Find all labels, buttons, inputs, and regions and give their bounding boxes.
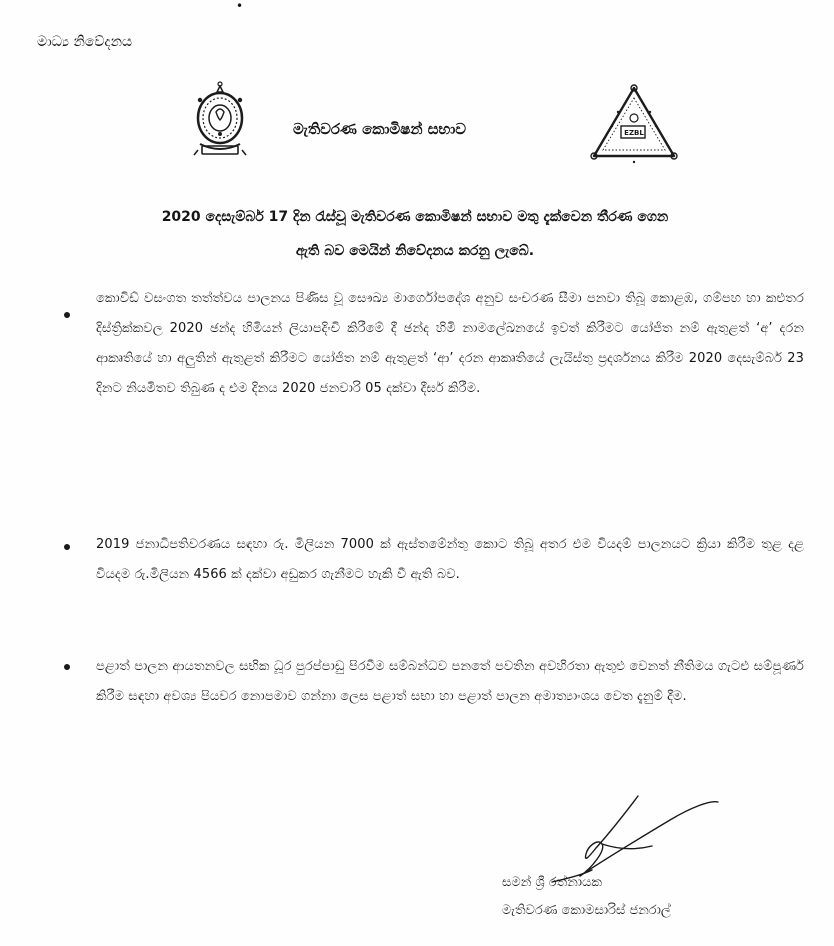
- signer-name: සමන් ශ්‍රී රත්නායක: [502, 875, 602, 890]
- organization-title: මැතිවරණ කොමිෂන් සභාව: [293, 120, 467, 138]
- bullet-icon: [64, 664, 70, 670]
- list-item-text: පළාත් පාලන ආයතනවල සභික ධූර පුරප්පාඩු පිරවීම සම්බන්ධව පනතේ පවතින අවහිරතා ඇතුළු වෙනත් නීතිමය ගැටළු සම්පූර්ණ කිරීම සඳහා අවශ්‍ය පියවර නොපමාව ගන්නා ලෙස පළාත් සභා හා පළාත් පාලන අමාත්‍යාංශය වෙත දැනුම් දීම.: [96, 659, 804, 704]
- decision-heading: [30, 200, 800, 268]
- list-item-text: කොවිඩ් වසංගත තත්ත්වය පාලනය පිණිස වූ සෞඛ්‍ය මාර්ගෝපදේශ අනුව සංචරණ සීමා පනවා තිබූ කොළඹ, ගම්පහ හා කළුතර දිස්ත්‍රික්කවල 2020 ඡන්ද හිමියන් ලියාපදිංචි කිරීමේ දී ඡන්ද හිමි නාමලේඛනයේ ඉවත් කිරීමට යෝජිත නම් ඇතුළත් ‘අ’ දරන ආකෘතියේ හා අලුතින් ඇතුළත් කිරීමට යෝජිත නම් ඇතුළත් ‘ආ’ දරන ආකෘතියේ ලැයිස්තු ප්‍රදර්ශනය කිරීම 2020 දෙසැම්බර් 23 දිනට නියමිතව තිබුණ ද එම දිනය 2020 ජනවාරි 05 දක්වා දීර්ඝ කිරීම.: [96, 291, 804, 396]
- media-release-label: මාධ්‍ය නිවේදනය: [37, 34, 133, 50]
- logo-inner-text: EZBL: [624, 129, 644, 137]
- election-commission-logo-icon: [588, 82, 680, 166]
- bullet-icon: [64, 544, 70, 550]
- heading-line-1: 2020 දෙසැම්බර් 17 දින රැස්වූ මැතිවරණ කොමිෂන් සභාව මතු දැක්වෙන තීරණ ගෙන: [161, 209, 669, 225]
- top-mark: •: [236, 0, 244, 13]
- bullet-icon: [64, 312, 70, 318]
- heading-line-2: ඇති බව මෙයින් නිවේදනය කරනු ලැබේ.: [295, 243, 535, 259]
- list-item-text: 2019 ජනාධිපතිවරණය සඳහා රු. මිලියන 7000 ක් ඇස්තමේන්තු කොට තිබූ අතර එම වියදම් පාලනයට ක්‍රියා කිරීම තුළ දළ වියදම රු.මිලියන 4566 ක් දක්වා අඩුකර ගැනීමට හැකි වී ඇති බව.: [96, 537, 804, 582]
- sri-lanka-emblem-icon: [190, 80, 250, 160]
- signer-title: මැතිවරණ කොමසාරිස් ජනරාල්: [502, 903, 671, 918]
